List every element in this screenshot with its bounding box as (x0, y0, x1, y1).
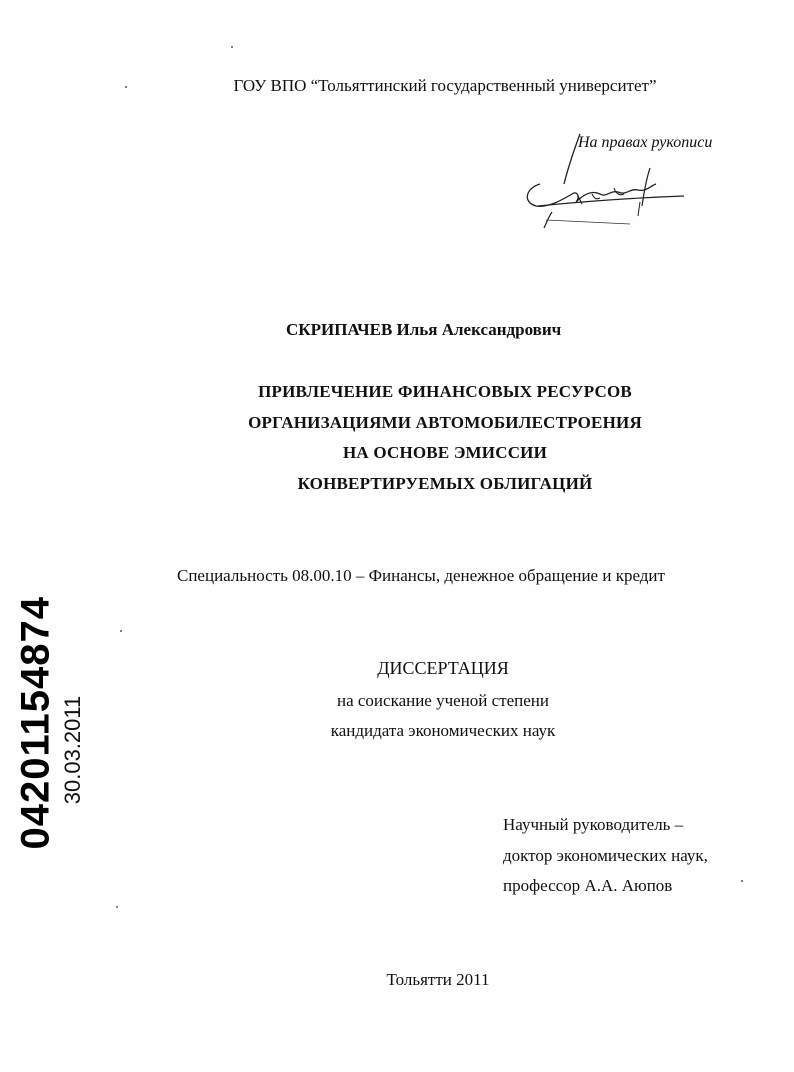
scan-speck (120, 630, 122, 632)
dissertation-title-line: ОРГАНИЗАЦИЯМИ АВТОМОБИЛЕСТРОЕНИЯ (248, 413, 642, 432)
city-year: Тольятти 2011 (386, 970, 490, 989)
institution-name: ГОУ ВПО “Тольяттинский государственный университет” (233, 76, 657, 95)
scan-speck (741, 880, 743, 882)
library-stamp-number: 04201154874 (13, 596, 58, 850)
scan-speck (231, 46, 233, 48)
specialty-code: Специальность 08.00.10 – Финансы, денежное обращение и кредит (177, 566, 665, 585)
dissertation-title-line: ПРИВЛЕЧЕНИЕ ФИНАНСОВЫХ РЕСУРСОВ (258, 382, 632, 401)
handwritten-signature (518, 128, 688, 238)
scan-speck (116, 906, 118, 908)
supervisor-name: профессор А.А. Аюпов (503, 876, 673, 895)
degree-line: кандидата экономических наук (330, 721, 556, 740)
supervisor-degree: доктор экономических наук, (503, 846, 708, 865)
scan-speck (125, 86, 127, 88)
supervisor-label: Научный руководитель – (503, 815, 684, 834)
dissertation-title-line: КОНВЕРТИРУЕМЫХ ОБЛИГАЦИЙ (297, 474, 593, 493)
manuscript-note: На правах рукописи (578, 134, 713, 151)
dissertation-heading: ДИССЕРТАЦИЯ (377, 658, 509, 678)
dissertation-title-line: НА ОСНОВЕ ЭМИССИИ (342, 443, 548, 462)
author-name: СКРИПАЧЕВ Илья Александрович (286, 320, 562, 339)
degree-line: на соискание ученой степени (336, 691, 550, 710)
library-stamp-date: 30.03.2011 (60, 695, 85, 805)
